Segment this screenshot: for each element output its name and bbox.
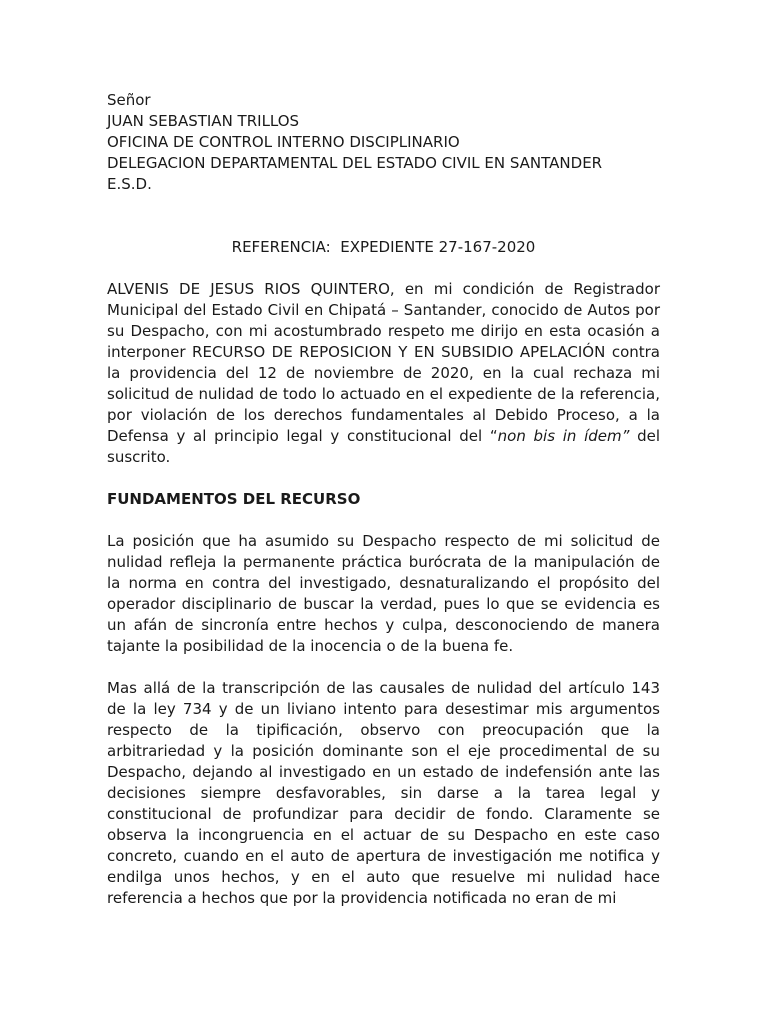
salutation: Señor: [107, 91, 151, 109]
intro-italic-phrase: non bis in ídem”: [497, 427, 630, 445]
intro-paragraph: [107, 279, 660, 468]
recipient-name: JUAN SEBASTIAN TRILLOS: [107, 112, 300, 130]
body-paragraph: La posición que ha asumido su Despacho respecto de mi solicitud de nulidad refleja la permanente práctica burócrata de la manipulación de la norma en contra del investigado, desnaturalizando el propósito del operador disciplinario de buscar la verdad, pues lo que se evidencia es un afán de sincronía entre hechos y culpa, desconociendo de manera tajante la posibilidad de la inocencia o de la buena fe.: [107, 532, 660, 655]
recipient-office: OFICINA DE CONTROL INTERNO DISCIPLINARIO: [107, 133, 460, 151]
recipient-esd: E.S.D.: [107, 175, 152, 193]
recipient-block: [107, 90, 660, 195]
intro-text: ALVENIS DE JESUS RIOS QUINTERO, en mi condición de Registrador Municipal del Estado Civil en Chipatá – Santander, conocido de Autos por su Despacho, con mi acostumbrado respeto me dirijo en esta ocasión a interponer RECURSO DE REPOSICION Y EN SUBSIDIO APELACIÓN contra la providencia del 12 de noviembre de 2020, en la cual rechaza mi solicitud de nulidad de todo lo actuado en el expediente de la referencia, por violación de los derechos fundamentales al Debido Proceso, a la Defensa y al principio legal y constitucional del “: [107, 280, 660, 445]
recipient-delegation: DELEGACION DEPARTAMENTAL DEL ESTADO CIVIL EN SANTANDER: [107, 154, 603, 172]
intro-text-end: del suscrito.: [107, 427, 660, 466]
reference-line: REFERENCIA: EXPEDIENTE 27-167-2020: [231, 238, 536, 256]
section-heading: FUNDAMENTOS DEL RECURSO: [107, 490, 361, 508]
body-paragraph: Mas allá de la transcripción de las causales de nulidad del artículo 143 de la ley 734 y de un liviano intento para desestimar mis argumentos respecto de la tipificación, observo con preocupación que la arbitrariedad y la posición dominante son el eje procedimental de su Despacho, dejando al investigado en un estado de indefensión ante las decisiones siempre desfavorables, sin darse a la tarea legal y constitucional de profundizar para decidir de fondo. Claramente se observa la incongruencia en el actuar de su Despacho en este caso concreto, cuando en el auto de apertura de investigación me notifica y endilga unos hechos, y en el auto que resuelve mi nulidad hace referencia a hechos que por la providencia notificada no eran de mi: [107, 679, 660, 907]
letter-page: [107, 90, 660, 909]
